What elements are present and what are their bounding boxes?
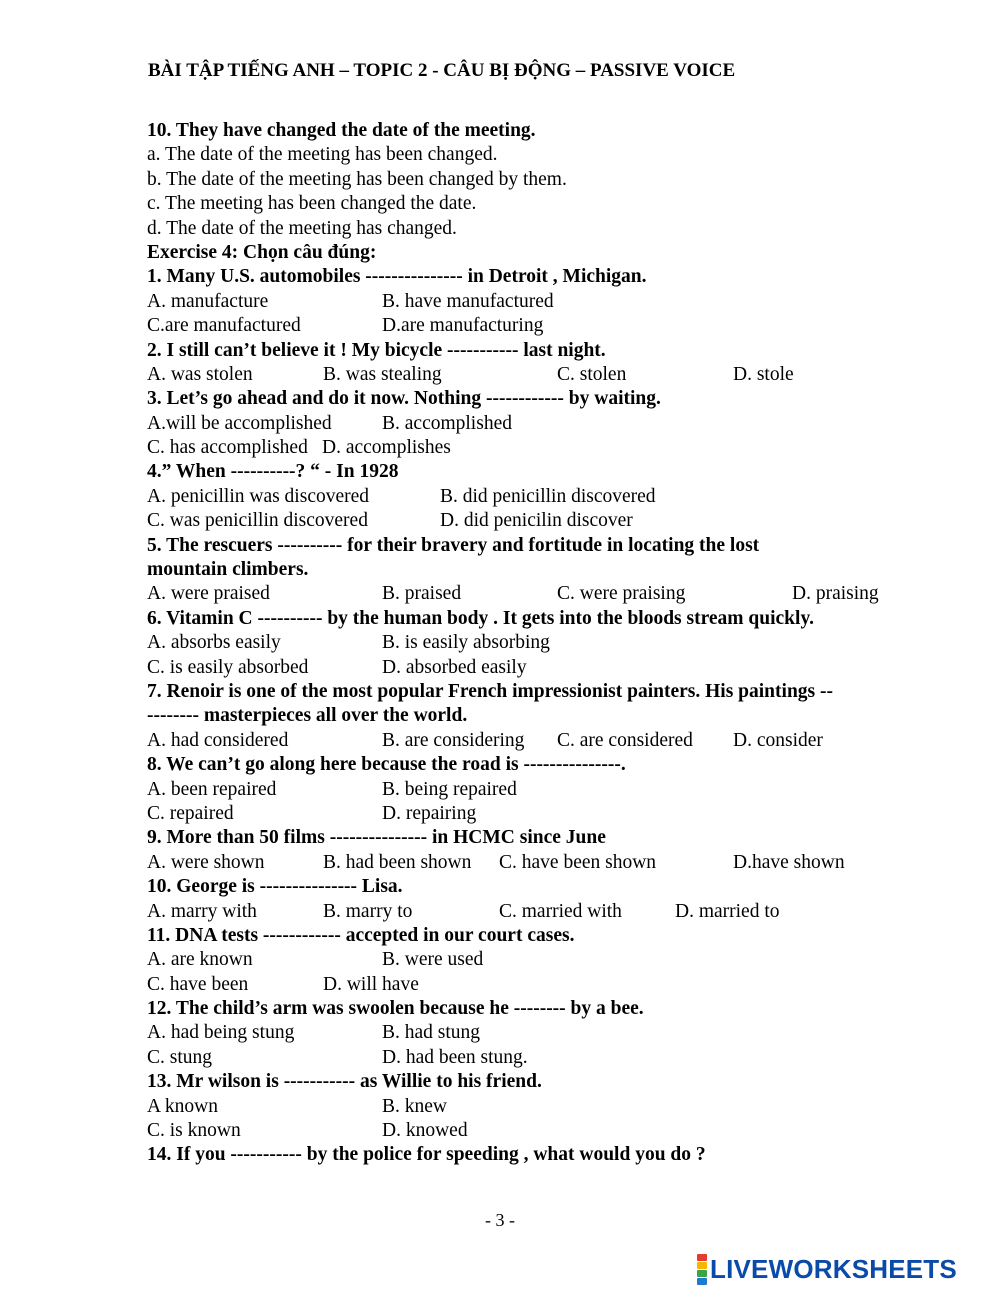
answer-option[interactable]: B. praised [382, 583, 462, 605]
answer-option[interactable]: C. is known [147, 1120, 241, 1142]
answer-option[interactable]: C. are considered [557, 729, 693, 751]
answer-option[interactable]: C. stung [147, 1046, 213, 1068]
answer-option[interactable]: B. have manufactured [382, 290, 554, 312]
answer-option[interactable]: C. married with [499, 900, 622, 922]
answer-option[interactable]: B. were used [382, 949, 484, 971]
answer-option[interactable]: B. had stung [382, 1022, 481, 1044]
answer-option[interactable]: A. are known [147, 949, 253, 971]
answer-option[interactable]: C.are manufactured [147, 315, 301, 337]
answer-option[interactable]: C. were praising [557, 583, 686, 605]
question-line: 7. Renoir is one of the most popular French impressionist painters. His paintings -- [147, 680, 833, 702]
answer-options-row [147, 436, 907, 460]
answer-option[interactable]: A. were shown [147, 851, 265, 873]
sentence-line: a. The date of the meeting has been changed. [147, 144, 498, 166]
question-line: 10. George is --------------- Lisa. [147, 876, 403, 898]
answer-option[interactable]: D. had been stung. [382, 1046, 528, 1068]
liveworksheets-logo-icon [697, 1254, 707, 1285]
answer-option[interactable]: A. were praised [147, 583, 270, 605]
answer-option[interactable]: A. manufacture [147, 290, 269, 312]
answer-option[interactable]: B. is easily absorbing [382, 632, 550, 654]
answer-option[interactable]: D. praising [792, 583, 879, 605]
answer-option[interactable]: A.will be accomplished [147, 412, 332, 434]
answer-option[interactable]: D. did penicilin discover [440, 510, 633, 532]
answer-option[interactable]: D.are manufacturing [382, 315, 544, 337]
question-line: 4.” When ----------? “ - In 1928 [147, 461, 399, 483]
answer-options-row [147, 412, 907, 436]
answer-option[interactable]: D. consider [733, 729, 823, 751]
answer-option[interactable]: A known [147, 1095, 218, 1117]
question-line: 3. Let’s go ahead and do it now. Nothing ------------ by waiting. [147, 388, 661, 410]
answer-option[interactable]: B. are considering [382, 729, 525, 751]
question-line: 11. DNA tests ------------ accepted in our court cases. [147, 924, 575, 946]
answer-options-row [147, 631, 907, 655]
liveworksheets-logo-text: LIVEWORKSHEETS [710, 1253, 957, 1284]
answer-option[interactable]: A. been repaired [147, 778, 277, 800]
question-line: 10. They have changed the date of the meeting. [147, 120, 536, 141]
answer-options-row [147, 1021, 907, 1045]
answer-option[interactable]: D.have shown [733, 851, 845, 873]
answer-option[interactable]: D. accomplishes [322, 437, 451, 459]
question-line: -------- masterpieces all over the world. [147, 705, 468, 727]
question-line: Exercise 4: Chọn câu đúng: [147, 241, 377, 263]
answer-option[interactable]: D. absorbed easily [382, 656, 527, 678]
answer-options-row [147, 729, 907, 753]
answer-options-row [147, 851, 907, 875]
answer-options-row [147, 778, 907, 802]
answer-options-row [147, 509, 907, 533]
answer-options-row [147, 290, 907, 314]
answer-option[interactable]: B. was stealing [323, 363, 442, 385]
answer-option[interactable]: D. repairing [382, 802, 477, 824]
answer-option[interactable]: C. was penicillin discovered [147, 510, 368, 532]
answer-option[interactable]: B. knew [382, 1095, 447, 1117]
answer-option[interactable]: C. has accomplished [147, 437, 308, 459]
answer-option[interactable]: C. stolen [557, 363, 627, 385]
answer-option[interactable]: A. had considered [147, 729, 289, 751]
logo-block [697, 1270, 707, 1277]
answer-option[interactable]: B. being repaired [382, 778, 517, 800]
sentence-line: c. The meeting has been changed the date. [147, 193, 477, 215]
question-line: 5. The rescuers ---------- for their bravery and fortitude in locating the lost [147, 534, 760, 556]
answer-option[interactable]: C. repaired [147, 802, 234, 824]
answer-option[interactable]: D. married to [675, 900, 780, 922]
answer-option[interactable]: B. had been shown [323, 851, 472, 873]
answer-option[interactable]: B. did penicillin discovered [440, 485, 656, 507]
sentence-line: b. The date of the meeting has been changed by them. [147, 168, 567, 190]
answer-options-row [147, 1095, 907, 1119]
answer-option[interactable]: D. stole [733, 363, 794, 385]
sentence-line: d. The date of the meeting has changed. [147, 217, 457, 239]
question-line: 1. Many U.S. automobiles --------------- in Detroit , Michigan. [147, 266, 647, 288]
answer-option[interactable]: C. have been [147, 973, 249, 995]
answer-option[interactable]: B. marry to [323, 900, 413, 922]
answer-option[interactable]: B. accomplished [382, 412, 512, 434]
question-line: 12. The child’s arm was swoolen because he -------- by a bee. [147, 998, 644, 1020]
liveworksheets-logo[interactable] [697, 1254, 957, 1284]
answer-option[interactable]: A. marry with [147, 900, 257, 922]
answer-option[interactable]: D. knowed [382, 1120, 468, 1142]
answer-option[interactable]: A. was stolen [147, 363, 253, 385]
answer-options-row [147, 1046, 907, 1070]
answer-options-row [147, 363, 907, 387]
question-line: 2. I still can’t believe it ! My bicycle ----------- last night. [147, 339, 606, 361]
answer-option[interactable]: D. will have [323, 973, 419, 995]
answer-options-row [147, 656, 907, 680]
answer-option[interactable]: C. have been shown [499, 851, 657, 873]
answer-option[interactable]: C. is easily absorbed [147, 656, 309, 678]
answer-options-row [147, 314, 907, 338]
logo-block [697, 1278, 707, 1285]
answer-options-row [147, 802, 907, 826]
page-number: - 3 - [485, 1210, 515, 1230]
answer-options-row [147, 582, 907, 606]
question-line: 9. More than 50 films --------------- in HCMC since June [147, 827, 606, 849]
document-header: BÀI TẬP TIẾNG ANH – TOPIC 2 - CÂU BỊ ĐỘNG – PASSIVE VOICE [148, 60, 736, 81]
question-line: 8. We can’t go along here because the road is ---------------. [147, 754, 626, 776]
exercise-content [147, 119, 907, 1168]
answer-option[interactable]: A. had being stung [147, 1022, 295, 1044]
answer-option[interactable]: A. penicillin was discovered [147, 485, 370, 507]
question-line: 6. Vitamin C ---------- by the human body . It gets into the bloods stream quickly. [147, 607, 814, 629]
question-line: 13. Mr wilson is ----------- as Willie to his friend. [147, 1071, 542, 1093]
answer-options-row [147, 485, 907, 509]
answer-options-row [147, 948, 907, 972]
answer-options-row [147, 900, 907, 924]
logo-block [697, 1254, 707, 1261]
answer-option[interactable]: A. absorbs easily [147, 632, 281, 654]
question-line: mountain climbers. [147, 559, 309, 581]
question-line: 14. If you ----------- by the police for speeding , what would you do ? [147, 1144, 706, 1166]
answer-options-row [147, 973, 907, 997]
answer-options-row [147, 1119, 907, 1143]
logo-block [697, 1262, 707, 1269]
